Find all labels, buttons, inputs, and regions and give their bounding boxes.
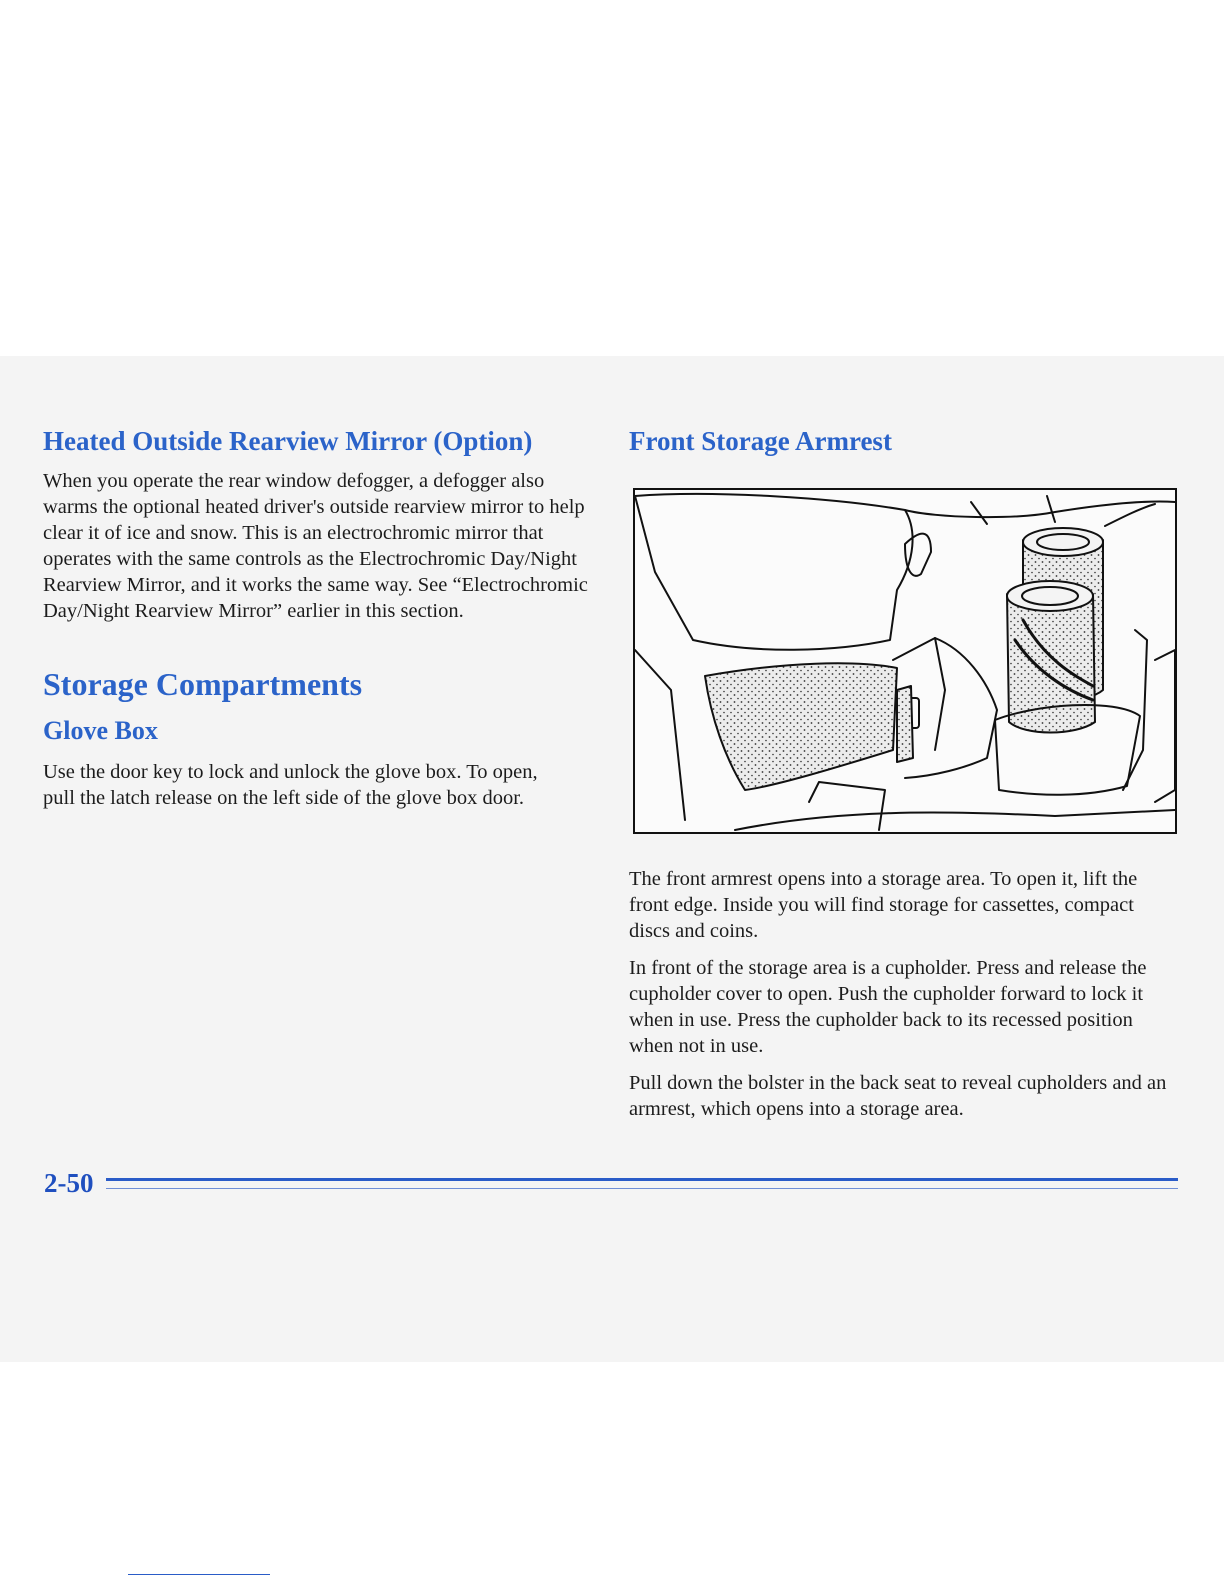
storage-compartments-heading: Storage Compartments xyxy=(43,666,363,702)
glove-box-text: Use the door key to lock and unlock the glove box. To open, pull the latch release on the left side of the glove box door. xyxy=(43,761,538,809)
armrest-paragraph-2: In front of the storage area is a cupholder. Press and release the cupholder cover to open. Push the cupholder forward to lock it when in use. Press the cupholder back to its recessed position when not in use. xyxy=(629,957,1147,1057)
armrest-drawing xyxy=(635,490,1175,832)
seat-back-shape xyxy=(635,494,913,650)
heated-mirror-text: When you operate the rear window defogger, a defogger also warms the optional heated driver's outside rearview mirror to help clear it of ice and snow. This is an electrochromic mirror that operates with the same controls as the Electrochromic Day/Night Rearview Mirror, and it works the same way. See “Electrochromic Day/Night Rearview Mirror” earlier in this section. xyxy=(43,470,588,622)
footer-rule-thin xyxy=(106,1188,1178,1189)
glove-box-heading: Glove Box xyxy=(43,716,158,745)
footer-rule xyxy=(106,1178,1178,1181)
front-storage-armrest-heading: Front Storage Armrest xyxy=(629,426,892,456)
page-number: 2-50 xyxy=(44,1168,94,1198)
heated-mirror-heading: Heated Outside Rearview Mirror (Option) xyxy=(43,426,533,456)
armrest-lid xyxy=(705,663,897,790)
armrest-paragraph-1: The front armrest opens into a storage area. To open it, lift the front edge. Inside you will find storage for cassettes, compact discs and coins. xyxy=(629,868,1138,942)
bottom-mark-line xyxy=(128,1574,270,1575)
armrest-cupholder-illustration xyxy=(633,488,1177,834)
armrest-paragraph-3: Pull down the bolster in the back seat to reveal cupholders and an armrest, which opens into a storage area. xyxy=(629,1072,1167,1120)
